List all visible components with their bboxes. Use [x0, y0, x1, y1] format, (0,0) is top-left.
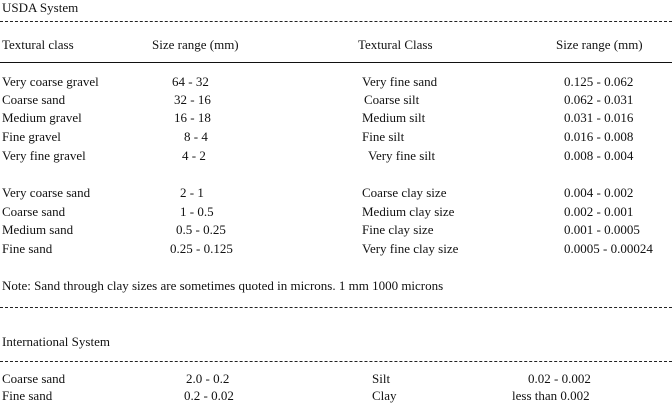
usda-class-left: Very fine gravel — [2, 148, 86, 163]
header-size-range-left: Size range (mm) — [152, 37, 239, 52]
usda-class-left: Very coarse gravel — [2, 74, 99, 89]
usda-range-left: 0.5 - 0.25 — [176, 222, 226, 237]
usda-range-right: 0.001 - 0.0005 — [564, 222, 640, 237]
usda-range-right: 0.016 - 0.008 — [564, 129, 634, 144]
usda-range-right: 0.002 - 0.001 — [564, 204, 634, 219]
usda-class-right: Fine silt — [362, 129, 405, 144]
usda-class-right: Medium clay size — [362, 204, 455, 219]
intl-class-left: Fine sand — [2, 388, 53, 403]
usda-range-right: 0.004 - 0.002 — [564, 185, 634, 200]
divider — [0, 21, 672, 22]
intl-range-right: 0.02 - 0.002 — [528, 371, 591, 386]
usda-range-left: 0.25 - 0.125 — [170, 241, 233, 256]
usda-class-left: Medium gravel — [2, 110, 82, 125]
usda-class-left: Fine sand — [2, 241, 53, 256]
usda-class-right: Coarse silt — [364, 92, 420, 107]
usda-class-left: Coarse sand — [2, 92, 66, 107]
header-rule — [0, 62, 672, 63]
usda-range-left: 64 - 32 — [172, 74, 209, 89]
intl-range-left: 0.2 - 0.02 — [184, 388, 234, 403]
intl-range-right: less than 0.002 — [512, 388, 590, 403]
header-size-range-right: Size range (mm) — [556, 37, 643, 52]
usda-range-left: 2 - 1 — [180, 185, 204, 200]
usda-class-right: Very fine clay size — [362, 241, 459, 256]
usda-class-right: Very fine silt — [368, 148, 436, 163]
usda-class-right: Fine clay size — [362, 222, 434, 237]
intl-class-right: Silt — [372, 371, 391, 386]
usda-class-right: Medium silt — [362, 110, 426, 125]
usda-range-right: 0.125 - 0.062 — [564, 74, 634, 89]
usda-class-left: Fine gravel — [2, 129, 61, 144]
divider — [0, 307, 672, 308]
usda-class-left: Coarse sand — [2, 204, 66, 219]
usda-range-right: 0.008 - 0.004 — [564, 148, 634, 163]
usda-range-left: 4 - 2 — [182, 148, 206, 163]
usda-range-left: 16 - 18 — [174, 110, 211, 125]
usda-class-left: Very coarse sand — [2, 185, 91, 200]
divider — [0, 361, 672, 362]
intl-range-left: 2.0 - 0.2 — [186, 371, 230, 386]
usda-range-left: 32 - 16 — [174, 92, 211, 107]
usda-range-right: 0.031 - 0.016 — [564, 110, 634, 125]
header-textural-class-right: Textural Class — [358, 37, 433, 52]
international-title: International System — [2, 334, 110, 349]
usda-range-right: 0.0005 - 0.00024 — [564, 241, 653, 256]
usda-range-left: 1 - 0.5 — [180, 204, 214, 219]
usda-title: USDA System — [2, 0, 79, 15]
usda-range-left: 8 - 4 — [184, 129, 208, 144]
usda-class-right: Very fine sand — [362, 74, 438, 89]
usda-class-right: Coarse clay size — [362, 185, 447, 200]
usda-class-left: Medium sand — [2, 222, 74, 237]
header-textural-class-left: Textural class — [2, 37, 74, 52]
intl-class-left: Coarse sand — [2, 371, 66, 386]
microns-note: Note: Sand through clay sizes are sometimes quoted in microns. 1 mm 1000 microns — [2, 278, 444, 293]
usda-range-right: 0.062 - 0.031 — [564, 92, 634, 107]
intl-class-right: Clay — [372, 388, 397, 403]
